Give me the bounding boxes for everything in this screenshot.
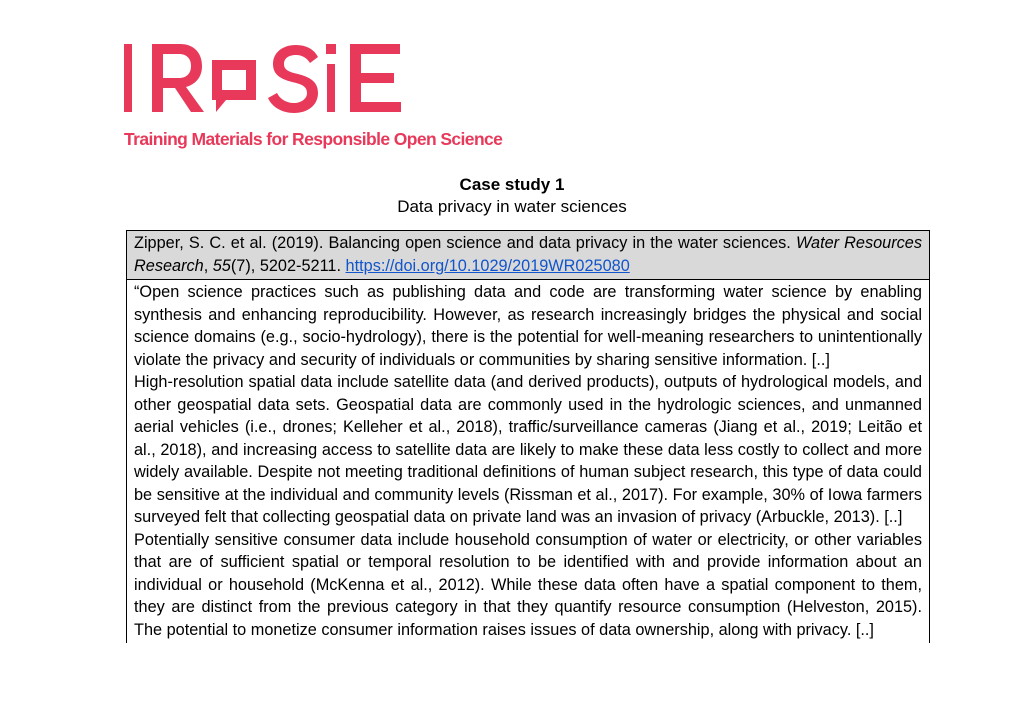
citation-cell: Zipper, S. C. et al. (2019). Balancing open science and data privacy in the water sciences. Water Resources Research, 55(7), 5202-5211. https://doi.org/10.1029/2019WR025080 <box>127 231 930 280</box>
citation-text: Zipper, S. C. et al. (2019). Balancing open science and data privacy in the water sciences. <box>134 234 791 252</box>
reference-table <box>126 230 930 643</box>
journal-issue-pages: (7), 5202-5211. <box>230 256 341 275</box>
case-study-title: Case study 1 <box>459 175 565 194</box>
quote-cell <box>127 280 930 644</box>
doi-link[interactable]: https://doi.org/10.1029/2019WR025080 <box>345 256 630 275</box>
quote-paragraph: “Open science practices such as publishing data and code are transforming water science by enabling synthesis and enhancing reproducibility. However, as research increasingly bridges the physical and social science domains (e.g., socio-hydrology), there is the potential for well-meaning researchers to unintentionally violate the privacy and security of individuals or communities by sharing sensitive information. [..] <box>134 283 922 369</box>
rosie-logo <box>122 40 412 115</box>
tagline: Training Materials for Responsible Open Science <box>124 129 503 149</box>
quote-paragraph: High-resolution spatial data include satellite data (and derived products), outputs of hydrological models, and other geospatial data sets. Geospatial data are commonly used in the hydrologic sciences, and unmanned aerial vehicles (i.e., drones; Kelleher et al., 2018), traffic/surveillance cameras (Jiang et al., 2019; Leitão et al., 2018), and increasing access to satellite data are likely to make these data less costly to collect and more widely available. Despite not meeting traditional definitions of human subject research, this type of data could be sensitive at the individual and community levels (Rissman et al., 2017). For example, 30% of Iowa farmers surveyed felt that collecting geospatial data on private land was an invasion of privacy (Arbuckle, 2013). [..] <box>134 373 922 526</box>
quote-paragraph: Potentially sensitive consumer data include household consumption of water or electricity, or other variables that are of sufficient spatial or temporal resolution to be identified with and provide information about an individual or household (McKenna et al., 2012). While these data often have a spatial component to them, they are distinct from the previous category in that they quantify resource consumption (Helveston, 2015). The potential to monetize consumer information raises issues of data ownership, along with privacy. [..] <box>134 530 922 639</box>
journal-volume: 55 <box>212 256 231 275</box>
case-study-subtitle: Data privacy in water sciences <box>397 197 627 216</box>
quote-row <box>127 280 930 644</box>
citation-row <box>127 231 930 280</box>
journal-name: Water Resources Research <box>134 234 922 275</box>
